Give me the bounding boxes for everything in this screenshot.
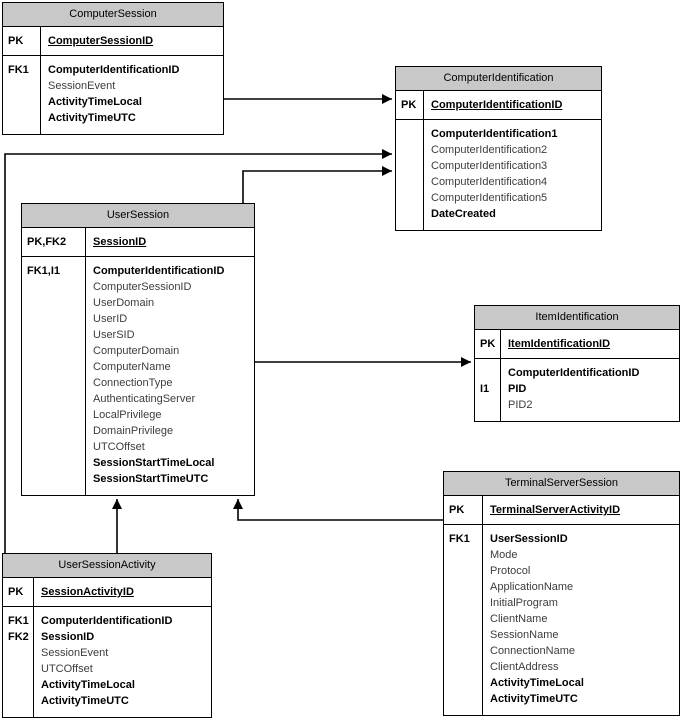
pk-field-column bbox=[483, 496, 679, 524]
entity-title: ItemIdentification bbox=[475, 306, 679, 330]
entity-user-session-activity bbox=[2, 553, 212, 718]
field-terminalserveractivityid: TerminalServerActivityID bbox=[490, 504, 621, 516]
field-mode: Mode bbox=[490, 549, 518, 561]
field-activitytimeutc: ActivityTimeUTC bbox=[490, 693, 578, 705]
entity-title: ComputerIdentification bbox=[396, 67, 601, 91]
body-field-column bbox=[86, 257, 254, 495]
key-label: PK bbox=[8, 35, 24, 47]
entity-title: UserSessionActivity bbox=[3, 554, 211, 578]
field-computeridentification1: ComputerIdentification1 bbox=[431, 128, 558, 140]
entity-title: TerminalServerSession bbox=[444, 472, 679, 496]
entity-title: UserSession bbox=[22, 204, 254, 228]
field-computeridentificationid: ComputerIdentificationID bbox=[48, 64, 180, 76]
pk-key-column bbox=[475, 330, 501, 358]
pk-section bbox=[444, 496, 679, 525]
field-activitytimeutc: ActivityTimeUTC bbox=[41, 695, 129, 707]
field-localprivilege: LocalPrivilege bbox=[93, 409, 162, 421]
field-computeridentification2: ComputerIdentification2 bbox=[431, 144, 548, 156]
field-itemidentificationid: ItemIdentificationID bbox=[508, 338, 611, 350]
body-section bbox=[475, 359, 679, 421]
field-domainprivilege: DomainPrivilege bbox=[93, 425, 174, 437]
field-sessionactivityid: SessionActivityID bbox=[41, 586, 134, 598]
entity-computer-session bbox=[2, 2, 224, 135]
body-section bbox=[396, 120, 601, 230]
field-authenticatingserver: AuthenticatingServer bbox=[93, 393, 196, 405]
entity-title: ComputerSession bbox=[3, 3, 223, 27]
pk-field-column bbox=[34, 578, 211, 606]
pk-key-column bbox=[22, 228, 86, 256]
key-label: PK,FK2 bbox=[27, 236, 67, 248]
connector-terminalserversession-to-usersession bbox=[238, 499, 443, 520]
body-section bbox=[444, 525, 679, 715]
field-computeridentificationid: ComputerIdentificationID bbox=[508, 367, 640, 379]
pk-key-column bbox=[3, 27, 41, 55]
field-pid2: PID2 bbox=[508, 399, 533, 411]
field-clientaddress: ClientAddress bbox=[490, 661, 559, 673]
key-label: FK1 bbox=[8, 615, 29, 627]
field-sessionstarttimelocal: SessionStartTimeLocal bbox=[93, 457, 215, 469]
key-label: PK bbox=[449, 504, 465, 516]
entity-computer-identification bbox=[395, 66, 602, 231]
pk-section bbox=[396, 91, 601, 120]
body-field-column bbox=[34, 607, 211, 717]
body-field-column bbox=[501, 359, 679, 421]
body-section bbox=[22, 257, 254, 495]
field-connectionname: ConnectionName bbox=[490, 645, 575, 657]
key-label bbox=[480, 365, 500, 381]
pk-field-column bbox=[41, 27, 223, 55]
field-sessionname: SessionName bbox=[490, 629, 559, 641]
key-label: PK bbox=[480, 338, 496, 350]
entity-item-identification bbox=[474, 305, 680, 422]
field-computeridentificationid: ComputerIdentificationID bbox=[93, 265, 225, 277]
field-protocol: Protocol bbox=[490, 565, 531, 577]
field-usersid: UserSID bbox=[93, 329, 135, 341]
field-connectiontype: ConnectionType bbox=[93, 377, 173, 389]
key-label: PK bbox=[8, 586, 24, 598]
field-computersessionid: ComputerSessionID bbox=[48, 35, 154, 47]
field-sessionid: SessionID bbox=[93, 236, 147, 248]
field-computersessionid: ComputerSessionID bbox=[93, 281, 192, 293]
key-label: PK bbox=[401, 99, 417, 111]
field-sessionevent: SessionEvent bbox=[48, 80, 116, 92]
pk-field-column bbox=[424, 91, 601, 119]
field-activitytimelocal: ActivityTimeLocal bbox=[490, 677, 584, 689]
body-key-column bbox=[22, 257, 86, 495]
key-label: FK1,I1 bbox=[27, 265, 61, 277]
field-computeridentificationid: ComputerIdentificationID bbox=[431, 99, 563, 111]
field-sessionevent: SessionEvent bbox=[41, 647, 109, 659]
pk-key-column bbox=[396, 91, 424, 119]
field-computeridentification5: ComputerIdentification5 bbox=[431, 192, 548, 204]
key-label: FK2 bbox=[8, 631, 29, 643]
body-field-column bbox=[41, 56, 223, 134]
body-section bbox=[3, 607, 211, 717]
key-label: FK1 bbox=[449, 533, 470, 545]
body-field-column bbox=[424, 120, 601, 230]
body-key-column bbox=[396, 120, 424, 230]
field-activitytimelocal: ActivityTimeLocal bbox=[41, 679, 135, 691]
pk-section bbox=[3, 27, 223, 56]
pk-key-column bbox=[3, 578, 34, 606]
field-usersessionid: UserSessionID bbox=[490, 533, 568, 545]
field-sessionid: SessionID bbox=[41, 631, 95, 643]
field-userdomain: UserDomain bbox=[93, 297, 155, 309]
field-datecreated: DateCreated bbox=[431, 208, 496, 220]
body-key-column bbox=[475, 359, 501, 421]
field-utcoffset: UTCOffset bbox=[93, 441, 145, 453]
pk-key-column bbox=[444, 496, 483, 524]
body-key-column bbox=[444, 525, 483, 715]
entity-user-session bbox=[21, 203, 255, 496]
field-activitytimelocal: ActivityTimeLocal bbox=[48, 96, 142, 108]
pk-section bbox=[22, 228, 254, 257]
field-utcoffset: UTCOffset bbox=[41, 663, 93, 675]
field-initialprogram: InitialProgram bbox=[490, 597, 558, 609]
field-sessionstarttimeutc: SessionStartTimeUTC bbox=[93, 473, 209, 485]
field-computeridentification4: ComputerIdentification4 bbox=[431, 176, 548, 188]
key-label: FK1 bbox=[8, 64, 29, 76]
connector-usersession-to-computeridentification bbox=[243, 171, 392, 203]
field-userid: UserID bbox=[93, 313, 128, 325]
body-key-column bbox=[3, 607, 34, 717]
field-activitytimeutc: ActivityTimeUTC bbox=[48, 112, 136, 124]
body-key-column bbox=[3, 56, 41, 134]
pk-field-column bbox=[86, 228, 254, 256]
field-computerdomain: ComputerDomain bbox=[93, 345, 180, 357]
key-label: I1 bbox=[480, 383, 490, 395]
pk-section bbox=[3, 578, 211, 607]
field-applicationname: ApplicationName bbox=[490, 581, 574, 593]
field-computername: ComputerName bbox=[93, 361, 171, 373]
field-computeridentification3: ComputerIdentification3 bbox=[431, 160, 548, 172]
body-section bbox=[3, 56, 223, 134]
body-field-column bbox=[483, 525, 679, 715]
pk-section bbox=[475, 330, 679, 359]
entity-terminal-server-session bbox=[443, 471, 680, 716]
pk-field-column bbox=[501, 330, 679, 358]
field-pid: PID bbox=[508, 383, 527, 395]
field-clientname: ClientName bbox=[490, 613, 548, 625]
field-computeridentificationid: ComputerIdentificationID bbox=[41, 615, 173, 627]
